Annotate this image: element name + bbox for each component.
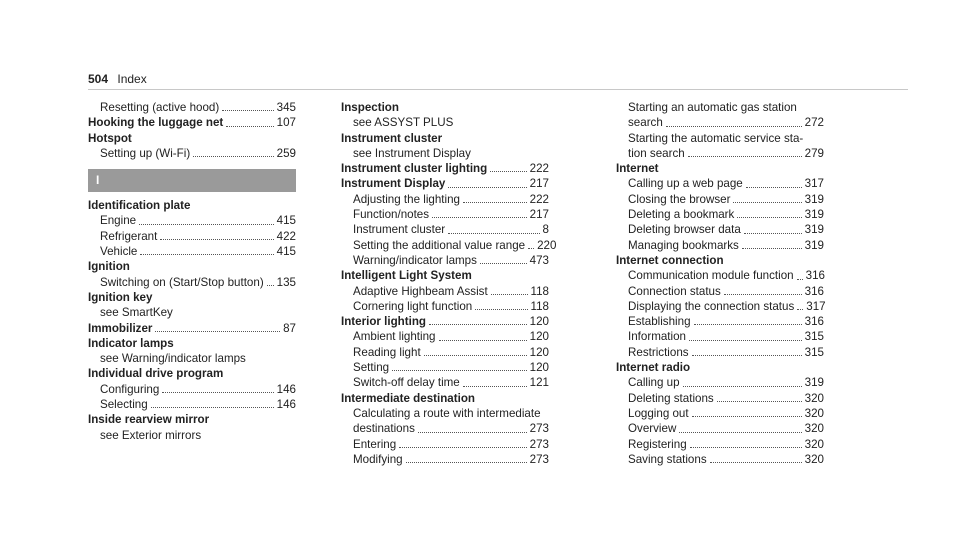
page-reference[interactable]: 87 bbox=[283, 321, 296, 335]
page-reference[interactable]: 320 bbox=[804, 437, 824, 451]
entry-text: Vehicle bbox=[100, 245, 138, 259]
index-subentry bbox=[616, 222, 824, 237]
page-reference[interactable]: 279 bbox=[804, 146, 824, 160]
dot-leader bbox=[710, 452, 802, 463]
page-reference[interactable]: 107 bbox=[276, 116, 296, 130]
entry-text: Instrument cluster bbox=[353, 223, 446, 237]
entry-text: Reading light bbox=[353, 345, 421, 359]
page-reference[interactable]: 120 bbox=[529, 345, 549, 359]
page-reference[interactable]: 319 bbox=[804, 376, 824, 390]
page-reference[interactable]: 415 bbox=[276, 245, 296, 259]
dot-leader bbox=[424, 345, 527, 356]
index-subentry bbox=[616, 115, 824, 130]
entry-text: Restrictions bbox=[628, 345, 689, 359]
dot-leader bbox=[392, 360, 527, 371]
index-subentry bbox=[88, 213, 296, 228]
dot-leader bbox=[694, 314, 802, 325]
index-entry: Identification plate bbox=[88, 199, 191, 213]
page-reference[interactable]: 316 bbox=[804, 284, 824, 298]
dot-leader bbox=[692, 345, 802, 356]
index-subentry bbox=[341, 222, 549, 237]
index-subentry bbox=[341, 345, 549, 360]
entry-text: Interior lighting bbox=[341, 315, 427, 329]
index-entry: Hotspot bbox=[88, 131, 132, 145]
dot-leader bbox=[439, 329, 527, 340]
index-subentry bbox=[616, 421, 824, 436]
index-entry: Individual drive program bbox=[88, 367, 224, 381]
dot-leader bbox=[737, 207, 801, 218]
page-reference[interactable]: 222 bbox=[529, 192, 549, 206]
index-subentry bbox=[616, 284, 824, 299]
index-subentry bbox=[616, 345, 824, 360]
index-subentry bbox=[88, 146, 296, 161]
entry-text: Calling up a web page bbox=[628, 177, 743, 191]
entry-text: Hooking the luggage net bbox=[88, 116, 224, 130]
page-header bbox=[88, 72, 147, 86]
index-column-1 bbox=[88, 100, 296, 443]
index-subentry bbox=[616, 192, 824, 207]
entry-text: Information bbox=[628, 330, 686, 344]
entry-text: Calling up bbox=[628, 376, 680, 390]
page-reference[interactable]: 345 bbox=[276, 101, 296, 114]
page-reference[interactable]: 146 bbox=[276, 382, 296, 396]
index-entry: Intelligent Light System bbox=[341, 269, 472, 283]
dot-leader bbox=[528, 238, 534, 249]
entry-text: Setting bbox=[353, 361, 390, 375]
entry-text: Registering bbox=[628, 437, 687, 451]
dot-leader bbox=[690, 437, 802, 448]
index-subentry bbox=[88, 100, 296, 115]
entry-text: Deleting stations bbox=[628, 391, 714, 405]
dot-leader bbox=[140, 244, 273, 255]
index-subentry bbox=[341, 360, 549, 375]
page-number: 504 bbox=[88, 72, 109, 86]
entry-text: Switch-off delay time bbox=[353, 376, 460, 390]
index-column-2 bbox=[341, 100, 557, 467]
page-reference[interactable]: 316 bbox=[805, 269, 825, 283]
index-subentry bbox=[616, 176, 824, 191]
dot-leader bbox=[222, 100, 273, 111]
page-reference[interactable]: 319 bbox=[804, 192, 824, 206]
dot-leader bbox=[744, 222, 802, 233]
index-entry bbox=[341, 314, 549, 329]
entry-text: Instrument cluster lighting bbox=[341, 162, 488, 176]
index-subentry bbox=[616, 452, 824, 467]
index-entry: Indicator lamps bbox=[88, 336, 174, 350]
index-subentry bbox=[616, 299, 824, 314]
page-reference[interactable]: 319 bbox=[804, 208, 824, 222]
index-subentry bbox=[88, 382, 296, 397]
page-reference[interactable]: 120 bbox=[529, 315, 549, 329]
dot-leader bbox=[193, 146, 273, 157]
page-reference[interactable]: 316 bbox=[804, 315, 824, 329]
entry-text: search bbox=[628, 116, 663, 130]
dot-leader bbox=[429, 314, 527, 325]
page-reference[interactable]: 118 bbox=[530, 284, 549, 298]
page-reference[interactable]: 120 bbox=[529, 361, 549, 375]
page-reference[interactable]: 222 bbox=[529, 162, 549, 176]
index-subentry bbox=[341, 238, 557, 253]
column-1-top-list bbox=[88, 100, 296, 161]
dot-leader bbox=[399, 437, 526, 448]
index-subentry: see Warning/indicator lamps bbox=[100, 352, 246, 366]
dot-leader bbox=[160, 229, 273, 240]
index-subentry: Starting the automatic service sta- bbox=[628, 131, 804, 145]
index-subentry bbox=[341, 437, 549, 452]
index-subentry bbox=[616, 437, 824, 452]
dot-leader bbox=[448, 176, 526, 187]
entry-text: Modifying bbox=[353, 452, 403, 466]
index-entry: Intermediate destination bbox=[341, 391, 475, 405]
entry-text: Entering bbox=[353, 437, 397, 451]
page-reference[interactable]: 320 bbox=[804, 391, 824, 405]
dot-leader bbox=[151, 397, 274, 408]
entry-text: Configuring bbox=[100, 382, 160, 396]
index-subentry bbox=[88, 229, 296, 244]
entry-text: Adjusting the lighting bbox=[353, 192, 460, 206]
dot-leader bbox=[139, 213, 274, 224]
dot-leader bbox=[491, 284, 528, 295]
index-entry bbox=[341, 161, 549, 176]
page-reference[interactable]: 473 bbox=[529, 253, 549, 267]
index-subentry bbox=[341, 299, 549, 314]
page-reference[interactable]: 121 bbox=[529, 376, 549, 390]
dot-leader bbox=[692, 406, 802, 417]
dot-leader bbox=[724, 284, 802, 295]
index-subentry bbox=[341, 452, 549, 467]
index-subentry bbox=[88, 275, 296, 290]
page-reference[interactable]: 273 bbox=[529, 452, 549, 466]
dot-leader bbox=[448, 222, 539, 233]
page-reference[interactable]: 146 bbox=[276, 398, 296, 412]
dot-leader bbox=[463, 375, 527, 386]
index-entry: Internet connection bbox=[616, 253, 724, 267]
index-entry: Internet radio bbox=[616, 361, 691, 375]
entry-text: Overview bbox=[628, 422, 677, 436]
page-reference[interactable]: 259 bbox=[276, 146, 296, 160]
index-entry bbox=[88, 115, 296, 130]
page-reference[interactable]: 120 bbox=[529, 330, 549, 344]
entry-text: Cornering light function bbox=[353, 299, 473, 313]
page-reference[interactable]: 217 bbox=[529, 208, 549, 222]
dot-leader bbox=[683, 375, 802, 386]
section-title: Index bbox=[117, 72, 147, 86]
index-entry: Inspection bbox=[341, 101, 399, 114]
dot-leader bbox=[733, 192, 801, 203]
index-subentry bbox=[616, 268, 824, 283]
dot-leader bbox=[666, 115, 802, 126]
page-reference[interactable]: 315 bbox=[804, 345, 824, 359]
dot-leader bbox=[490, 161, 526, 172]
index-entry bbox=[88, 321, 296, 336]
entry-text: Immobilizer bbox=[88, 321, 153, 335]
dot-leader bbox=[406, 452, 527, 463]
page-reference[interactable]: 118 bbox=[530, 299, 549, 313]
page-reference[interactable]: 320 bbox=[804, 452, 824, 466]
index-entry bbox=[341, 176, 549, 191]
index-subentry bbox=[341, 207, 549, 222]
index-column-3 bbox=[616, 100, 824, 467]
entry-text: Warning/indicator lamps bbox=[353, 253, 477, 267]
dot-leader bbox=[688, 146, 802, 157]
dot-leader bbox=[797, 268, 803, 279]
index-subentry bbox=[616, 314, 824, 329]
index-subentry bbox=[616, 406, 824, 421]
entry-text: Ambient lighting bbox=[353, 330, 436, 344]
index-subentry bbox=[341, 421, 549, 436]
entry-text: Switching on (Start/Stop button) bbox=[100, 275, 264, 289]
index-entry: Inside rearview mirror bbox=[88, 413, 210, 427]
entry-text: Setting the additional value range bbox=[353, 238, 526, 252]
index-entry: Ignition key bbox=[88, 290, 153, 304]
dot-leader bbox=[480, 253, 527, 264]
entry-text: Instrument Display bbox=[341, 177, 446, 191]
dot-leader bbox=[689, 329, 802, 340]
entry-text: Refrigerant bbox=[100, 229, 158, 243]
page-reference[interactable]: 320 bbox=[804, 422, 824, 436]
dot-leader bbox=[267, 275, 274, 286]
index-subentry bbox=[341, 284, 549, 299]
index-entry: Ignition bbox=[88, 260, 130, 274]
index-subentry: see SmartKey bbox=[100, 306, 173, 320]
index-subentry bbox=[88, 397, 296, 412]
column-1-bottom-list bbox=[88, 198, 296, 443]
index-subentry bbox=[616, 375, 824, 390]
dot-leader bbox=[162, 382, 273, 393]
dot-leader bbox=[797, 299, 803, 310]
page-reference[interactable]: 272 bbox=[804, 116, 824, 130]
index-entry: Internet bbox=[616, 162, 659, 176]
index-subentry: see Exterior mirrors bbox=[100, 428, 202, 442]
page-reference[interactable]: 319 bbox=[804, 238, 824, 252]
page-reference[interactable]: 8 bbox=[542, 223, 549, 237]
index-subentry: see ASSYST PLUS bbox=[353, 116, 454, 130]
column-2-list bbox=[341, 100, 557, 467]
entry-text: Communication module function bbox=[628, 269, 794, 283]
dot-leader bbox=[746, 176, 802, 187]
page-reference[interactable]: 320 bbox=[804, 406, 824, 420]
dot-leader bbox=[155, 321, 280, 332]
entry-text: Setting up (Wi-Fi) bbox=[100, 146, 191, 160]
header-divider bbox=[88, 89, 908, 90]
entry-text: Establishing bbox=[628, 315, 691, 329]
page-reference[interactable]: 217 bbox=[529, 177, 549, 191]
entry-text: Function/notes bbox=[353, 208, 430, 222]
entry-text: Engine bbox=[100, 214, 137, 228]
dot-leader bbox=[742, 238, 802, 249]
index-subentry bbox=[616, 238, 824, 253]
dot-leader bbox=[432, 207, 527, 218]
entry-text: Displaying the connection status bbox=[628, 299, 795, 313]
letter-divider: I bbox=[88, 169, 296, 192]
page-reference[interactable]: 317 bbox=[804, 177, 824, 191]
page-reference[interactable]: 273 bbox=[529, 422, 549, 436]
entry-text: tion search bbox=[628, 146, 685, 160]
dot-leader bbox=[679, 421, 801, 432]
index-subentry bbox=[341, 253, 549, 268]
entry-text: Adaptive Highbeam Assist bbox=[353, 284, 488, 298]
dot-leader bbox=[475, 299, 527, 310]
entry-text: Closing the browser bbox=[628, 192, 731, 206]
page-reference[interactable]: 135 bbox=[276, 275, 296, 289]
entry-text: Selecting bbox=[100, 398, 148, 412]
page-reference[interactable]: 319 bbox=[804, 223, 824, 237]
page-reference[interactable]: 317 bbox=[806, 299, 826, 313]
page-reference[interactable]: 273 bbox=[529, 437, 549, 451]
entry-text: Managing bookmarks bbox=[628, 238, 739, 252]
entry-text: Logging out bbox=[628, 406, 689, 420]
entry-text: Deleting browser data bbox=[628, 223, 741, 237]
entry-text: Saving stations bbox=[628, 452, 707, 466]
dot-leader bbox=[226, 115, 273, 126]
index-subentry bbox=[88, 244, 296, 259]
entry-text: Deleting a bookmark bbox=[628, 208, 735, 222]
entry-text: destinations bbox=[353, 422, 415, 436]
dot-leader bbox=[717, 391, 802, 402]
index-subentry bbox=[616, 329, 824, 344]
index-entry: Instrument cluster bbox=[341, 131, 443, 145]
index-subentry bbox=[616, 146, 824, 161]
page-reference[interactable]: 415 bbox=[276, 214, 296, 228]
index-subentry bbox=[616, 391, 824, 406]
page-reference[interactable]: 315 bbox=[804, 330, 824, 344]
index-subentry: Calculating a route with intermediate bbox=[353, 406, 541, 420]
index-subentry bbox=[341, 192, 549, 207]
index-subentry bbox=[616, 207, 824, 222]
index-subentry bbox=[341, 329, 549, 344]
entry-text: Resetting (active hood) bbox=[100, 101, 220, 114]
column-3-list bbox=[616, 100, 824, 467]
index-subentry: see Instrument Display bbox=[353, 146, 471, 160]
dot-leader bbox=[463, 192, 527, 203]
entry-text: Connection status bbox=[628, 284, 721, 298]
dot-leader bbox=[418, 421, 527, 432]
page-reference[interactable]: 422 bbox=[276, 229, 296, 243]
page-reference[interactable]: 220 bbox=[537, 238, 557, 252]
index-subentry: Starting an automatic gas station bbox=[628, 101, 797, 114]
index-subentry bbox=[341, 375, 549, 390]
